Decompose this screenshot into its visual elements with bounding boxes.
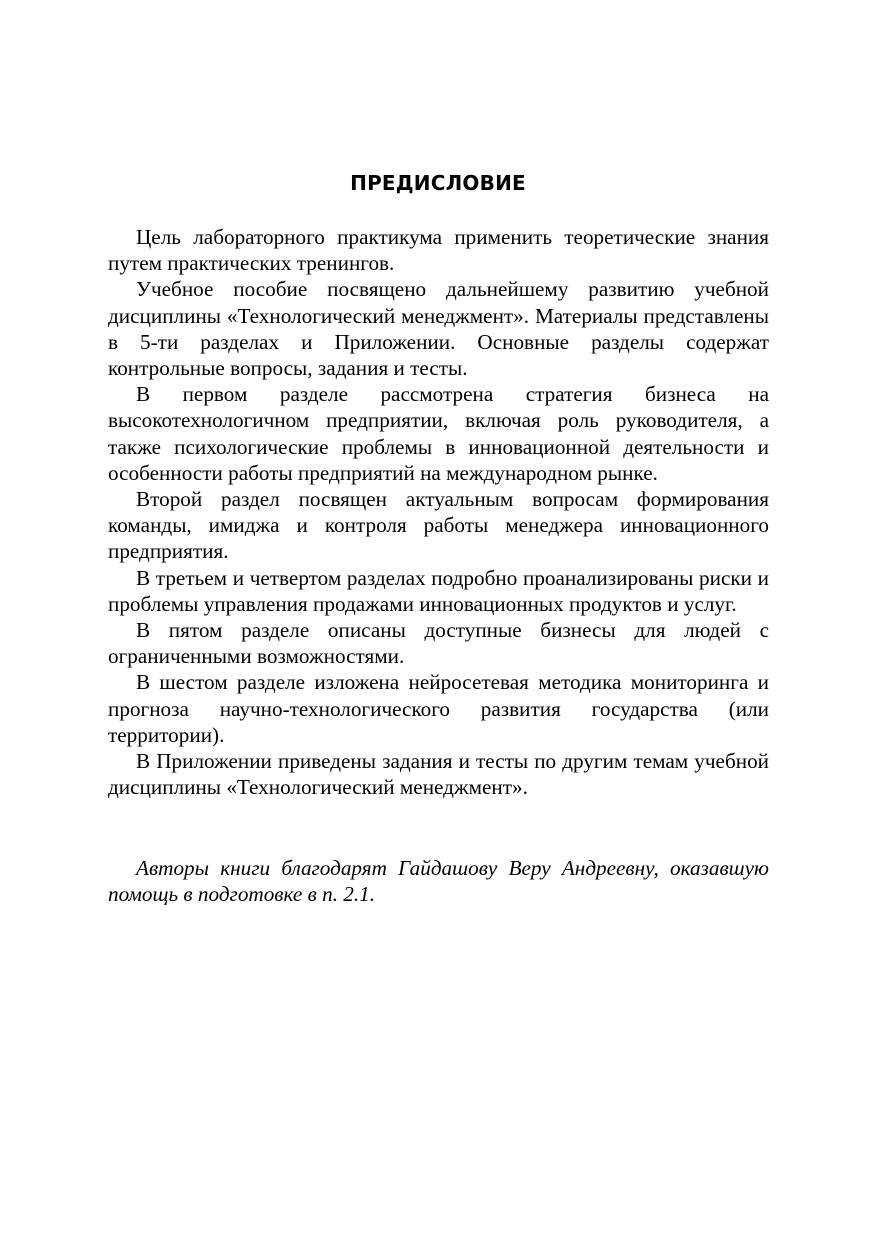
paragraph-purpose: Цель лабораторного практикума применить теоретические знания путем практических тренингов.	[108, 225, 769, 276]
acknowledgement: Авторы книги благодарят Гайдашову Веру Андреевну, оказавшую помощь в подготовке в п. 2.1.	[108, 856, 769, 907]
preface-body	[108, 224, 769, 800]
paragraph-section-2: Второй раздел посвящен актуальным вопросам формирования команды, имиджа и контроля работы менеджера инновационного предприятия.	[108, 487, 769, 564]
paragraph-section-6: В шестом разделе изложена нейросетевая методика мониторинга и прогноза научно-технологического развития государства (или территории).	[108, 670, 769, 747]
paragraph-sections-3-4: В третьем и четвертом разделах подробно проанализированы риски и проблемы управления продажами инновационных продуктов и услуг.	[108, 565, 769, 616]
paragraph-section-1: В первом разделе рассмотрена стратегия бизнеса на высокотехнологичном предприятии, включая роль руководителя, а также психологические проблемы в инновационной деятельности и особенности работы предприятий на международном рынке.	[108, 382, 769, 485]
page-title: ПРЕДИСЛОВИЕ	[350, 171, 526, 195]
paragraph-appendix: В Приложении приведены задания и тесты по другим темам учебной дисциплины «Технологический менеджмент».	[108, 749, 769, 800]
paragraph-section-5: В пятом разделе описаны доступные бизнесы для людей с ограниченными возможностями.	[108, 618, 769, 669]
paragraph-overview: Учебное пособие посвящено дальнейшему развитию учебной дисциплины «Технологический менеджмент». Материалы представлены в 5-ти разделах и Приложении. Основные разделы содержат контрольные вопросы, задания и тесты.	[108, 277, 769, 381]
